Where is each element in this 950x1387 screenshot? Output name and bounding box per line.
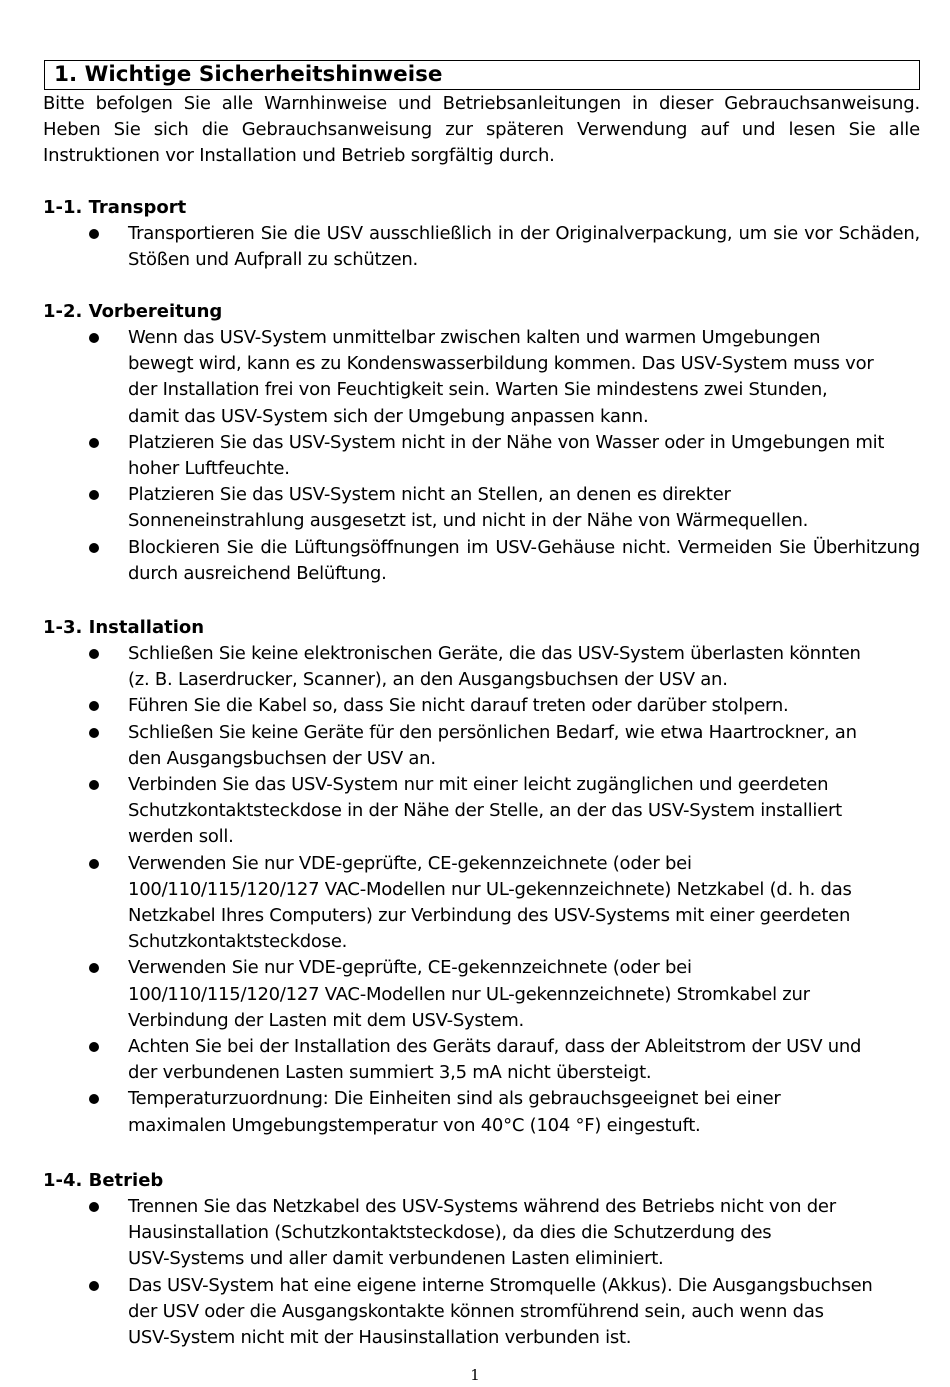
bullet-icon	[89, 963, 99, 973]
list-item-line: Verbinden Sie das USV-System nur mit einer leicht zugänglichen und geerdeten	[128, 774, 829, 796]
section-heading: 1-4. Betrieb	[43, 1170, 164, 1191]
section-heading: 1-3. Installation	[43, 617, 205, 638]
bullet-icon	[89, 490, 99, 500]
list-item-line: 100/110/115/120/127 VAC-Modellen nur UL-gekennzeichnete) Netzkabel (d. h. das	[128, 878, 852, 900]
list-item	[43, 1194, 920, 1273]
list-item-line: Schutzkontaktsteckdose.	[128, 931, 348, 953]
section-installation	[43, 615, 920, 1139]
bullet-icon	[89, 1281, 99, 1291]
bullet-icon	[89, 701, 99, 711]
bullet-list	[43, 221, 920, 273]
list-item	[43, 325, 920, 430]
bullet-icon	[89, 229, 99, 239]
list-item-line: Platzieren Sie das USV-System nicht an Stellen, an denen es direkter	[128, 484, 731, 506]
bullet-icon	[89, 780, 99, 790]
list-item-line: USV-System nicht mit der Hausinstallation verbunden ist.	[128, 1327, 632, 1349]
list-item-line: Wenn das USV-System unmittelbar zwischen kalten und warmen Umgebungen	[128, 327, 821, 348]
list-item-line: Schließen Sie keine Geräte für den persönlichen Bedarf, wie etwa Haartrockner, an	[128, 721, 857, 743]
list-item-text: Transportieren Sie die USV ausschließlich in der Originalverpackung, um sie vor Schäden, Stößen und Aufprall zu schützen.	[128, 223, 920, 271]
list-item-line: Verwenden Sie nur VDE-geprüfte, CE-gekennzeichnete (oder bei	[128, 957, 692, 979]
list-item-line: damit das USV-System sich der Umgebung anpassen kann.	[128, 405, 649, 427]
list-item	[43, 1034, 920, 1086]
section-heading: 1-2. Vorbereitung	[43, 301, 223, 322]
list-item	[43, 641, 920, 693]
list-item-line: Führen Sie die Kabel so, dass Sie nicht darauf treten oder darüber stolpern.	[128, 695, 789, 717]
list-item-line: der Installation frei von Feuchtigkeit sein. Warten Sie mindestens zwei Stunden,	[128, 379, 828, 401]
list-item-line: Trennen Sie das Netzkabel des USV-Systems während des Betriebs nicht von der	[128, 1196, 836, 1217]
list-item-line: der verbundenen Lasten summiert 3,5 mA nicht übersteigt.	[128, 1062, 652, 1084]
list-item	[43, 221, 920, 273]
list-item	[43, 851, 920, 956]
section-betrieb	[43, 1168, 920, 1351]
list-item	[43, 955, 920, 1034]
bullet-list	[43, 641, 920, 1139]
list-item-line: 100/110/115/120/127 VAC-Modellen nur UL-gekennzeichnete) Stromkabel zur	[128, 983, 810, 1005]
list-item-line: Platzieren Sie das USV-System nicht in der Nähe von Wasser oder in Umgebungen mit	[128, 431, 885, 453]
list-item	[43, 535, 920, 587]
list-item	[43, 1086, 920, 1138]
section-transport	[43, 195, 920, 273]
page-number: 1	[470, 1366, 480, 1384]
list-item-line: USV-Systems und aller damit verbundenen Lasten eliminiert.	[128, 1248, 664, 1270]
bullet-icon	[89, 1042, 99, 1052]
bullet-icon	[89, 438, 99, 448]
bullet-icon	[89, 859, 99, 869]
list-item-line: hoher Luftfeuchte.	[128, 458, 290, 480]
list-item	[43, 720, 920, 772]
bullet-icon	[89, 1202, 99, 1212]
list-item	[43, 693, 920, 719]
intro-paragraph: Bitte befolgen Sie alle Warnhinweise und Betriebsanleitungen in dieser Gebrauchsanweisung. Heben Sie sich die Gebrauchsanweisung zur späteren Verwendung auf und lesen Sie alle Instruktionen vor Installation und Betrieb sorgfältig durch.	[43, 93, 920, 166]
list-item	[43, 482, 920, 534]
list-item-line: Schließen Sie keine elektronischen Geräte, die das USV-System überlasten könnten	[128, 643, 861, 664]
bullet-icon	[89, 649, 99, 659]
bullet-icon	[89, 728, 99, 738]
list-item-line: maximalen Umgebungstemperatur von 40°C (104 °F) eingestuft.	[128, 1114, 701, 1136]
bullet-list	[43, 325, 920, 587]
list-item-line: bewegt wird, kann es zu Kondenswasserbildung kommen. Das USV-System muss vor	[128, 353, 874, 375]
section-title-main: 1. Wichtige Sicherheitshinweise	[44, 60, 920, 90]
list-item-line: Verwenden Sie nur VDE-geprüfte, CE-gekennzeichnete (oder bei	[128, 852, 692, 874]
bullet-icon	[89, 543, 99, 553]
list-item-text: Blockieren Sie die Lüftungsöffnungen im USV-Gehäuse nicht. Vermeiden Sie Überhitzung durch ausreichend Belüftung.	[128, 536, 920, 584]
bullet-list	[43, 1194, 920, 1351]
section-vorbereitung	[43, 299, 920, 587]
list-item-line: Achten Sie bei der Installation des Geräts darauf, dass der Ableitstrom der USV und	[128, 1036, 862, 1058]
list-item-line: Netzkabel Ihres Computers) zur Verbindung des USV-Systems mit einer geerdeten	[128, 905, 851, 927]
list-item-line: Schutzkontaktsteckdose in der Nähe der Stelle, an der das USV-System installiert	[128, 800, 842, 822]
list-item-line: Temperaturzuordnung: Die Einheiten sind als gebrauchsgeeignet bei einer	[128, 1088, 781, 1110]
list-item-line: der USV oder die Ausgangskontakte können stromführend sein, auch wenn das	[128, 1300, 824, 1322]
list-item-line: werden soll.	[128, 826, 234, 848]
list-item-line: den Ausgangsbuchsen der USV an.	[128, 747, 436, 769]
bullet-icon	[89, 1094, 99, 1104]
list-item-line: Das USV-System hat eine eigene interne Stromquelle (Akkus). Die Ausgangsbuchsen	[128, 1274, 873, 1296]
list-item	[43, 772, 920, 851]
list-item-line: (z. B. Laserdrucker, Scanner), an den Ausgangsbuchsen der USV an.	[128, 669, 728, 691]
bullet-icon	[89, 333, 99, 343]
list-item-line: Hausinstallation (Schutzkontaktsteckdose), da dies die Schutzerdung des	[128, 1222, 772, 1244]
list-item	[43, 1273, 920, 1352]
section-heading: 1-1. Transport	[43, 197, 187, 218]
list-item-line: Sonneneinstrahlung ausgesetzt ist, und nicht in der Nähe von Wärmequellen.	[128, 510, 809, 532]
list-item	[43, 430, 920, 482]
list-item-line: Verbindung der Lasten mit dem USV-System.	[128, 1009, 524, 1031]
